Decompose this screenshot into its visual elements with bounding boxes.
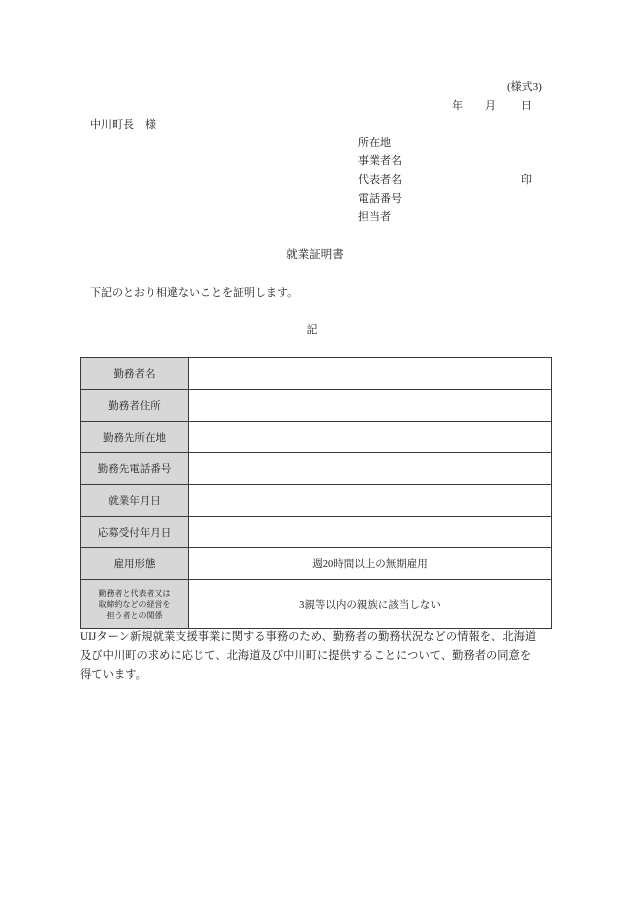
consent-line: 及び中川町の求めに応じて、北海道及び中川町に提供することについて、勤務者の同意を: [80, 650, 532, 662]
table-row: [81, 453, 552, 485]
row-label-employment-type: 雇用形態: [81, 548, 189, 580]
table-row: [81, 517, 552, 548]
issuer-contact-label: 担当者: [358, 211, 391, 223]
row-value-worker-address: [189, 390, 552, 422]
seal-mark: 印: [521, 174, 532, 186]
certification-statement: 下記のとおり相違ないことを証明します。: [90, 287, 299, 299]
table-row: [81, 548, 552, 580]
certification-table: [80, 357, 552, 629]
row-label-employment-date: 就業年月日: [81, 485, 189, 517]
relationship-label-line: 担う者との関係: [106, 610, 163, 620]
row-value-relationship: [189, 580, 552, 629]
row-label-worker-name: 勤務者名: [81, 358, 189, 390]
consent-line: UIJターン新規就業支援事業に関する事務のため、勤務者の勤務状況などの情報を、北海道: [80, 631, 537, 643]
row-label-workplace-phone: 勤務先電話番号: [81, 453, 189, 485]
table-row: [81, 485, 552, 517]
date-day-label: 日: [521, 100, 532, 112]
relationship-label-line: 勤務者と代表者又は: [98, 588, 171, 598]
document-title: 就業証明書: [286, 249, 344, 261]
row-value-workplace-phone: [189, 453, 552, 485]
row-value-worker-name: [189, 358, 552, 390]
row-value-application-date: [189, 517, 552, 548]
relationship-label-line: 取締約などの経営を: [98, 599, 171, 609]
consent-paragraph: [80, 628, 554, 685]
consent-line: 得ています。: [80, 669, 147, 681]
relationship-value: 3親等以内の親族に該当しない: [299, 599, 441, 611]
date-year-label: 年: [452, 100, 463, 112]
row-value-employment-type: [189, 548, 552, 580]
table-row: [81, 580, 552, 629]
row-label-relationship: [81, 580, 189, 629]
note-heading: 記: [306, 324, 318, 336]
row-label-worker-address: 勤務者住所: [81, 390, 189, 422]
row-label-workplace-location: 勤務先所在地: [81, 422, 189, 453]
row-value-workplace-location: [189, 422, 552, 453]
table-row: [81, 390, 552, 422]
issuer-address-label: 所在地: [358, 137, 391, 149]
row-label-application-date: 応募受付年月日: [81, 517, 189, 548]
issuer-business-name-label: 事業者名: [358, 155, 402, 167]
issuer-phone-label: 電話番号: [358, 193, 402, 205]
date-month-label: 月: [485, 100, 496, 112]
table-row: [81, 358, 552, 390]
employment-type-value: 週20時間以上の無期雇用: [312, 559, 428, 570]
table-row: [81, 422, 552, 453]
addressee: 中川町長 様: [90, 119, 156, 131]
row-value-employment-date: [189, 485, 552, 517]
issuer-representative-label: 代表者名: [358, 174, 402, 186]
form-number: (様式3): [507, 81, 542, 93]
